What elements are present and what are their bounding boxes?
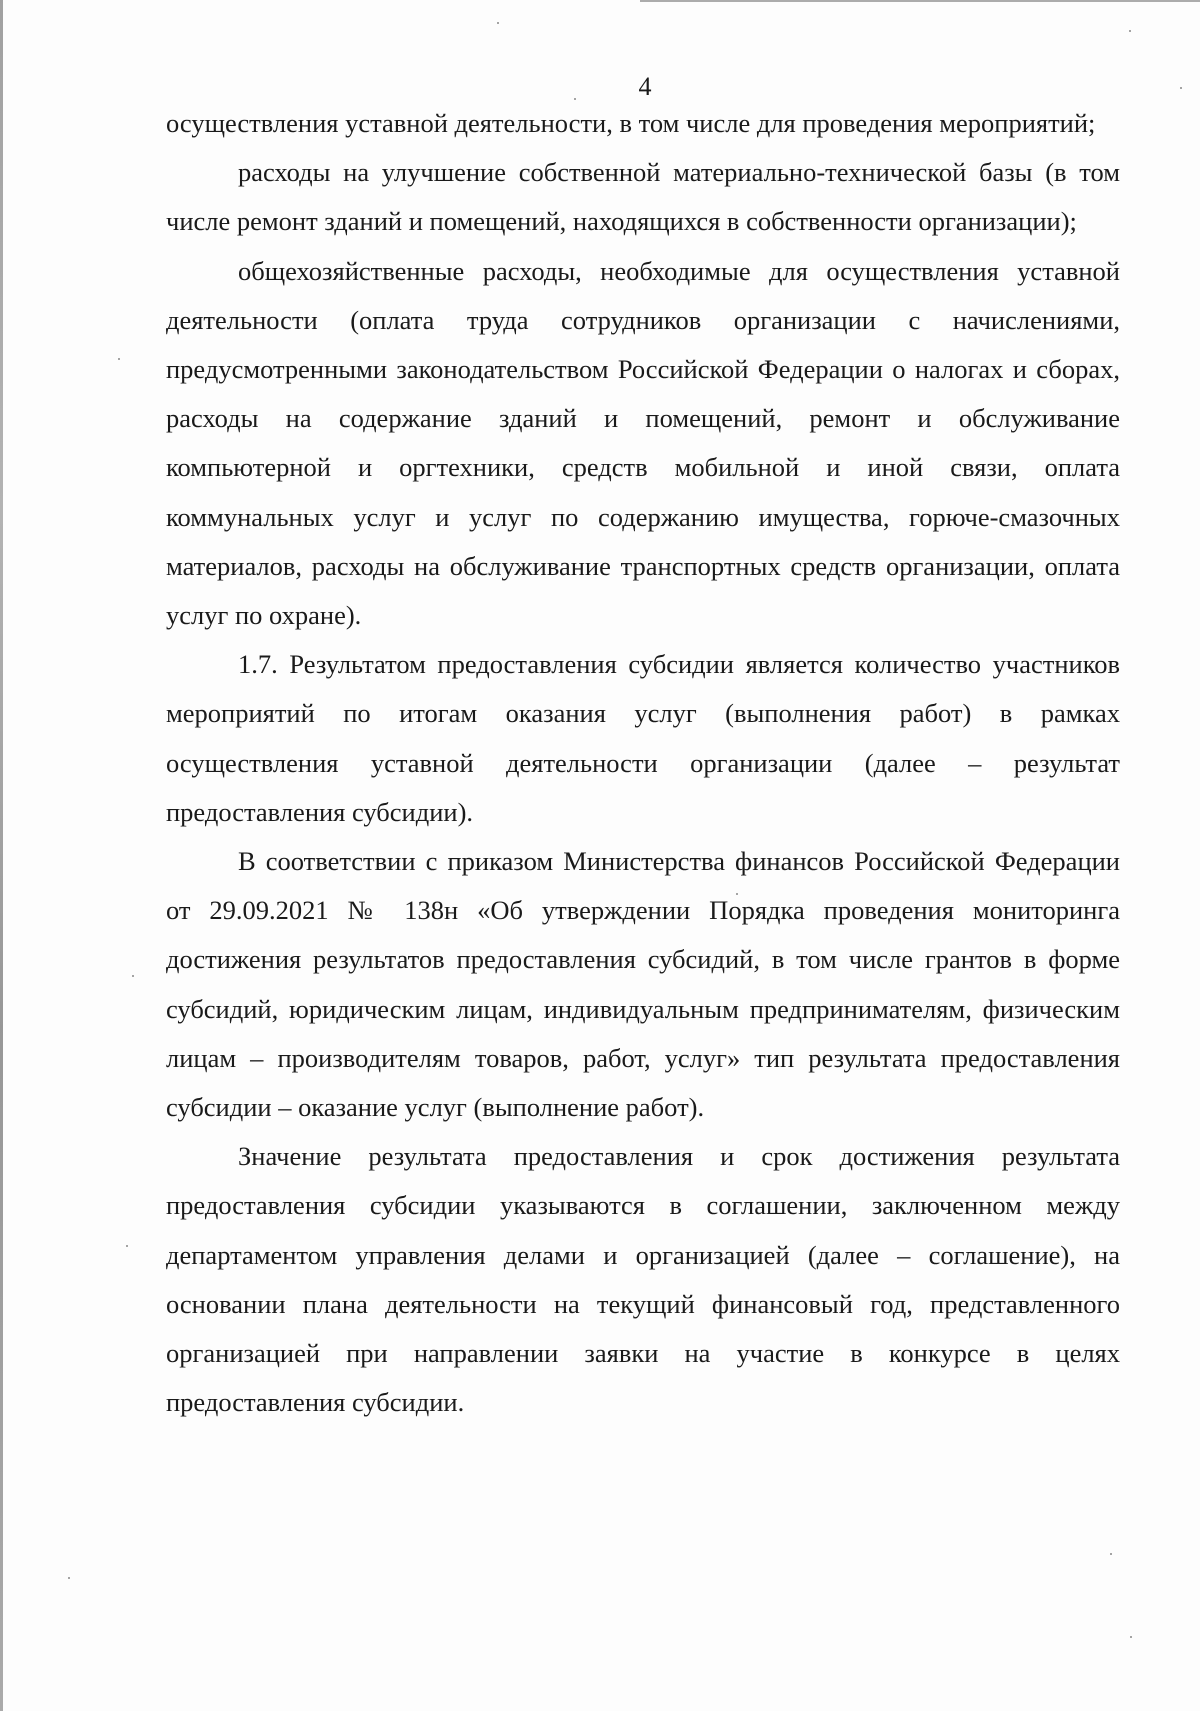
scan-speck [118, 358, 120, 360]
scan-speck [68, 1577, 70, 1579]
scan-speck [1129, 30, 1131, 32]
paragraph: В соответствии с приказом Министерства финансов Российской Федерации от 29.09.2021 № 138н «Об утверждении Порядка проведения мониторинга достижения результатов предоставления субсидий, в том числе грантов в форме субсидий, юридическим лицам, индивидуальным предпринимателям, физическим лицам – производителям товаров, работ, услуг» тип результата предоставления субсидии – оказание услуг (выполнение работ). [166, 846, 1120, 1123]
paragraph: общехозяйственные расходы, необходимые для осуществления уставной деятельности (оплата труда сотрудников организации с начислениями, предусмотренными законодательством Российской Федерации о налогах и сборах, расходы на содержание зданий и помещений, ремонт и обслуживание компьютерной и оргтехники, средств мобильной и иной связи, оплата коммунальных услуг и услуг по содержанию имущества, горюче-смазочных материалов, расходы на обслуживание транспортных средств организации, оплата услуг по охране). [166, 255, 1120, 631]
scan-speck [126, 1245, 128, 1247]
page-number: 4 [638, 72, 652, 101]
paragraph: 1.7. Результатом предоставления субсидии является количество участников мероприятий по итогам оказания услуг (выполнения работ) в рамках осуществления уставной деятельности организации (далее – результат предоставления субсидии). [166, 649, 1120, 827]
paragraph: расходы на улучшение собственной материально-технической базы (в том числе ремонт зданий и помещений, находящихся в собственности организации); [166, 157, 1120, 237]
scan-edge-left [0, 0, 3, 1711]
scan-edge-top [640, 0, 1200, 2]
scan-speck [132, 975, 134, 977]
scan-speck [497, 22, 499, 24]
scan-speck [1110, 1553, 1112, 1555]
scan-speck [1130, 1636, 1132, 1638]
paragraph: Значение результата предоставления и срок достижения результата предоставления субсидии указываются в соглашении, заключенном между департаментом управления делами и организацией (далее – соглашение), на основании плана деятельности на текущий финансовый год, представленного организацией при направлении заявки на участие в конкурсе в целях предоставления субсидии. [166, 1141, 1120, 1418]
paragraph: осуществления уставной деятельности, в том числе для проведения мероприятий; [166, 108, 1096, 138]
document-body [166, 99, 1120, 1427]
